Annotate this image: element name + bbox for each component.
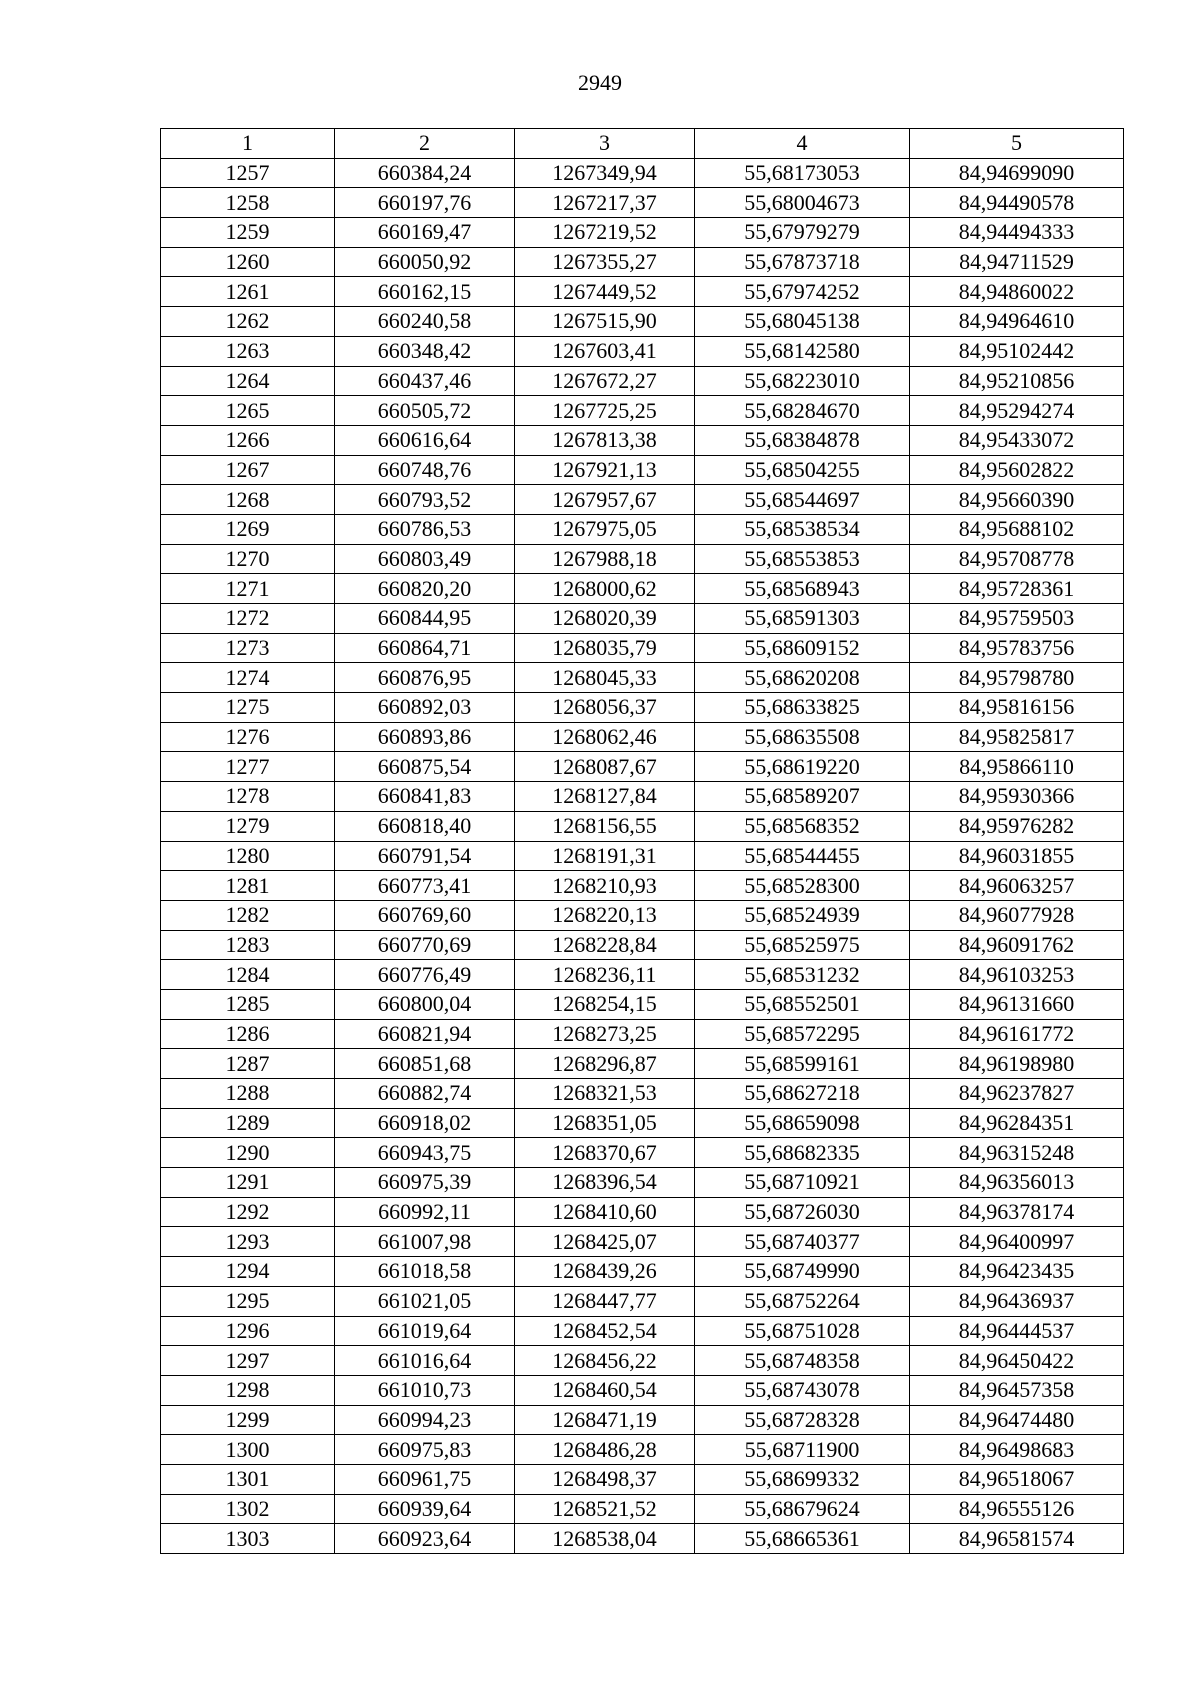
column-header-2: 2 <box>335 129 515 159</box>
table-row <box>161 1168 1124 1198</box>
table-row <box>161 633 1124 663</box>
table-cell-col-2: 660169,47 <box>335 218 515 248</box>
table-row <box>161 158 1124 188</box>
table-cell-col-2: 660923,64 <box>335 1524 515 1554</box>
table-row <box>161 900 1124 930</box>
table-cell-col-1: 1261 <box>161 277 335 307</box>
table-cell-col-5: 84,94699090 <box>910 158 1124 188</box>
table-cell-col-4: 55,68748358 <box>695 1346 910 1376</box>
table-cell-col-1: 1300 <box>161 1435 335 1465</box>
table-cell-col-2: 660876,95 <box>335 663 515 693</box>
table-header <box>161 129 1124 159</box>
table-cell-col-5: 84,96457358 <box>910 1375 1124 1405</box>
table-cell-col-3: 1268273,25 <box>515 1019 695 1049</box>
table-cell-col-3: 1267449,52 <box>515 277 695 307</box>
table-row <box>161 1257 1124 1287</box>
table-cell-col-5: 84,96555126 <box>910 1494 1124 1524</box>
table-row <box>161 1464 1124 1494</box>
table-cell-col-1: 1299 <box>161 1405 335 1435</box>
table-cell-col-3: 1267219,52 <box>515 218 695 248</box>
table-cell-col-5: 84,96161772 <box>910 1019 1124 1049</box>
table-cell-col-3: 1268035,79 <box>515 633 695 663</box>
table-cell-col-2: 661016,64 <box>335 1346 515 1376</box>
table-cell-col-5: 84,96237827 <box>910 1079 1124 1109</box>
table-cell-col-2: 660975,83 <box>335 1435 515 1465</box>
table-cell-col-3: 1267725,25 <box>515 396 695 426</box>
table-cell-col-2: 660882,74 <box>335 1079 515 1109</box>
table-cell-col-5: 84,94490578 <box>910 188 1124 218</box>
table-cell-col-3: 1268236,11 <box>515 960 695 990</box>
table-cell-col-3: 1268045,33 <box>515 663 695 693</box>
table-cell-col-1: 1262 <box>161 307 335 337</box>
table-cell-col-2: 660939,64 <box>335 1494 515 1524</box>
table-cell-col-4: 55,68609152 <box>695 633 910 663</box>
table-row <box>161 1197 1124 1227</box>
table-cell-col-4: 55,68743078 <box>695 1375 910 1405</box>
table-cell-col-4: 55,68531232 <box>695 960 910 990</box>
table-cell-col-3: 1268321,53 <box>515 1079 695 1109</box>
table-cell-col-3: 1267217,37 <box>515 188 695 218</box>
table-cell-col-2: 660975,39 <box>335 1168 515 1198</box>
table-cell-col-4: 55,68538534 <box>695 514 910 544</box>
table-cell-col-4: 55,68633825 <box>695 693 910 723</box>
table-cell-col-2: 661018,58 <box>335 1257 515 1287</box>
table-cell-col-1: 1281 <box>161 871 335 901</box>
table-cell-col-5: 84,95759503 <box>910 604 1124 634</box>
table-cell-col-4: 55,68544697 <box>695 485 910 515</box>
table-cell-col-1: 1260 <box>161 247 335 277</box>
table-row <box>161 1524 1124 1554</box>
table-row <box>161 1286 1124 1316</box>
table-cell-col-2: 660786,53 <box>335 514 515 544</box>
table-row <box>161 544 1124 574</box>
table-cell-col-1: 1259 <box>161 218 335 248</box>
table-cell-col-5: 84,96444537 <box>910 1316 1124 1346</box>
table-cell-col-5: 84,96423435 <box>910 1257 1124 1287</box>
table-cell-col-3: 1268538,04 <box>515 1524 695 1554</box>
table-cell-col-5: 84,95728361 <box>910 574 1124 604</box>
table-cell-col-1: 1297 <box>161 1346 335 1376</box>
table-cell-col-2: 660961,75 <box>335 1464 515 1494</box>
table-cell-col-3: 1268000,62 <box>515 574 695 604</box>
table-cell-col-1: 1272 <box>161 604 335 634</box>
table-cell-col-3: 1268062,46 <box>515 722 695 752</box>
table-row <box>161 485 1124 515</box>
table-cell-col-5: 84,96356013 <box>910 1168 1124 1198</box>
table-cell-col-3: 1268370,67 <box>515 1138 695 1168</box>
table-cell-col-2: 660197,76 <box>335 188 515 218</box>
table-cell-col-4: 55,68572295 <box>695 1019 910 1049</box>
table-cell-col-5: 84,96378174 <box>910 1197 1124 1227</box>
page-number: 2949 <box>578 70 622 95</box>
table-cell-col-4: 55,67873718 <box>695 247 910 277</box>
table-cell-col-1: 1276 <box>161 722 335 752</box>
table-cell-col-5: 84,95798780 <box>910 663 1124 693</box>
table-cell-col-2: 660769,60 <box>335 900 515 930</box>
table-cell-col-3: 1268471,19 <box>515 1405 695 1435</box>
table-row <box>161 722 1124 752</box>
table-cell-col-5: 84,96436937 <box>910 1286 1124 1316</box>
table-cell-col-4: 55,68568352 <box>695 811 910 841</box>
table-cell-col-4: 55,68751028 <box>695 1316 910 1346</box>
table-row <box>161 930 1124 960</box>
table-body <box>161 158 1124 1553</box>
table-cell-col-1: 1258 <box>161 188 335 218</box>
table-row <box>161 1049 1124 1079</box>
table-cell-col-3: 1267672,27 <box>515 366 695 396</box>
table-cell-col-4: 55,68504255 <box>695 455 910 485</box>
table-row <box>161 1316 1124 1346</box>
table-row <box>161 336 1124 366</box>
table-cell-col-1: 1293 <box>161 1227 335 1257</box>
table-cell-col-1: 1284 <box>161 960 335 990</box>
table-row <box>161 1227 1124 1257</box>
table-cell-col-2: 660384,24 <box>335 158 515 188</box>
table-cell-col-5: 84,96400997 <box>910 1227 1124 1257</box>
table-cell-col-1: 1286 <box>161 1019 335 1049</box>
table-row <box>161 811 1124 841</box>
table-cell-col-4: 55,68679624 <box>695 1494 910 1524</box>
table-cell-col-5: 84,94494333 <box>910 218 1124 248</box>
table-cell-col-5: 84,96077928 <box>910 900 1124 930</box>
table-row <box>161 366 1124 396</box>
table-cell-col-1: 1273 <box>161 633 335 663</box>
table-cell-col-3: 1267515,90 <box>515 307 695 337</box>
column-header-4: 4 <box>695 129 910 159</box>
table-cell-col-1: 1292 <box>161 1197 335 1227</box>
table-cell-col-1: 1287 <box>161 1049 335 1079</box>
table-cell-col-2: 660050,92 <box>335 247 515 277</box>
table-cell-col-1: 1265 <box>161 396 335 426</box>
table-cell-col-2: 660240,58 <box>335 307 515 337</box>
table-row <box>161 455 1124 485</box>
table-cell-col-1: 1269 <box>161 514 335 544</box>
table-row <box>161 1138 1124 1168</box>
table-cell-col-3: 1268220,13 <box>515 900 695 930</box>
table-cell-col-5: 84,95708778 <box>910 544 1124 574</box>
table-row <box>161 1405 1124 1435</box>
table-cell-col-4: 55,68525975 <box>695 930 910 960</box>
table-cell-col-1: 1279 <box>161 811 335 841</box>
table-cell-col-3: 1267813,38 <box>515 425 695 455</box>
table-cell-col-1: 1302 <box>161 1494 335 1524</box>
table-row <box>161 247 1124 277</box>
table-cell-col-2: 660818,40 <box>335 811 515 841</box>
table-cell-col-4: 55,68384878 <box>695 425 910 455</box>
table-cell-col-5: 84,96063257 <box>910 871 1124 901</box>
table-cell-col-3: 1268460,54 <box>515 1375 695 1405</box>
table-cell-col-1: 1282 <box>161 900 335 930</box>
table-cell-col-3: 1268127,84 <box>515 782 695 812</box>
table-cell-col-1: 1280 <box>161 841 335 871</box>
table-cell-col-4: 55,68752264 <box>695 1286 910 1316</box>
table-row <box>161 960 1124 990</box>
column-header-5: 5 <box>910 129 1124 159</box>
table-cell-col-5: 84,94711529 <box>910 247 1124 277</box>
table-cell-col-2: 660348,42 <box>335 336 515 366</box>
table-cell-col-5: 84,95210856 <box>910 366 1124 396</box>
table-row <box>161 425 1124 455</box>
table-cell-col-4: 55,68004673 <box>695 188 910 218</box>
table-cell-col-4: 55,68728328 <box>695 1405 910 1435</box>
table-cell-col-5: 84,96131660 <box>910 989 1124 1019</box>
table-cell-col-3: 1268210,93 <box>515 871 695 901</box>
table-cell-col-3: 1268254,15 <box>515 989 695 1019</box>
table-cell-col-1: 1285 <box>161 989 335 1019</box>
table-cell-col-2: 660918,02 <box>335 1108 515 1138</box>
table-cell-col-2: 660851,68 <box>335 1049 515 1079</box>
table-cell-col-4: 55,68552501 <box>695 989 910 1019</box>
table-cell-col-3: 1267957,67 <box>515 485 695 515</box>
table-cell-col-4: 55,67974252 <box>695 277 910 307</box>
table-cell-col-3: 1268156,55 <box>515 811 695 841</box>
table-cell-col-1: 1289 <box>161 1108 335 1138</box>
table-cell-col-4: 55,68665361 <box>695 1524 910 1554</box>
table-cell-col-3: 1268456,22 <box>515 1346 695 1376</box>
table-cell-col-2: 661010,73 <box>335 1375 515 1405</box>
table-cell-col-4: 55,68528300 <box>695 871 910 901</box>
table-cell-col-3: 1268447,77 <box>515 1286 695 1316</box>
table-cell-col-4: 55,68599161 <box>695 1049 910 1079</box>
table-cell-col-4: 55,68710921 <box>695 1168 910 1198</box>
table-cell-col-4: 55,68589207 <box>695 782 910 812</box>
table-cell-col-3: 1268020,39 <box>515 604 695 634</box>
header-row <box>161 129 1124 159</box>
table-cell-col-5: 84,95660390 <box>910 485 1124 515</box>
table-row <box>161 188 1124 218</box>
table-row <box>161 989 1124 1019</box>
table-row <box>161 782 1124 812</box>
table-cell-col-1: 1290 <box>161 1138 335 1168</box>
table-cell-col-5: 84,95783756 <box>910 633 1124 663</box>
table-cell-col-4: 55,67979279 <box>695 218 910 248</box>
table-cell-col-2: 660505,72 <box>335 396 515 426</box>
table-cell-col-1: 1263 <box>161 336 335 366</box>
table-cell-col-4: 55,68682335 <box>695 1138 910 1168</box>
table-cell-col-2: 660800,04 <box>335 989 515 1019</box>
table-cell-col-3: 1268396,54 <box>515 1168 695 1198</box>
table-row <box>161 604 1124 634</box>
table-row <box>161 1494 1124 1524</box>
table-cell-col-2: 660994,23 <box>335 1405 515 1435</box>
table-cell-col-2: 660943,75 <box>335 1138 515 1168</box>
table-cell-col-4: 55,68142580 <box>695 336 910 366</box>
table-cell-col-2: 660793,52 <box>335 485 515 515</box>
table-cell-col-1: 1288 <box>161 1079 335 1109</box>
table-cell-col-5: 84,94964610 <box>910 307 1124 337</box>
table-cell-col-2: 660844,95 <box>335 604 515 634</box>
table-cell-col-3: 1268452,54 <box>515 1316 695 1346</box>
table-cell-col-2: 660892,03 <box>335 693 515 723</box>
table-cell-col-1: 1267 <box>161 455 335 485</box>
table-row <box>161 218 1124 248</box>
table-row <box>161 307 1124 337</box>
table-cell-col-5: 84,95930366 <box>910 782 1124 812</box>
table-cell-col-2: 661007,98 <box>335 1227 515 1257</box>
table-row <box>161 1346 1124 1376</box>
table-cell-col-1: 1278 <box>161 782 335 812</box>
table-cell-col-4: 55,68524939 <box>695 900 910 930</box>
table-cell-col-1: 1271 <box>161 574 335 604</box>
table-cell-col-1: 1264 <box>161 366 335 396</box>
table-cell-col-1: 1291 <box>161 1168 335 1198</box>
table-cell-col-3: 1268521,52 <box>515 1494 695 1524</box>
table-cell-col-2: 660791,54 <box>335 841 515 871</box>
table-cell-col-3: 1267988,18 <box>515 544 695 574</box>
table-cell-col-1: 1277 <box>161 752 335 782</box>
table-cell-col-3: 1267349,94 <box>515 158 695 188</box>
table-cell-col-4: 55,68749990 <box>695 1257 910 1287</box>
column-header-3: 3 <box>515 129 695 159</box>
table-cell-col-5: 84,96031855 <box>910 841 1124 871</box>
table-cell-col-3: 1267355,27 <box>515 247 695 277</box>
table-row <box>161 693 1124 723</box>
table-cell-col-4: 55,68627218 <box>695 1079 910 1109</box>
table-cell-col-2: 660992,11 <box>335 1197 515 1227</box>
table-cell-col-5: 84,96315248 <box>910 1138 1124 1168</box>
table-cell-col-4: 55,68284670 <box>695 396 910 426</box>
coordinates-table <box>160 128 1124 1554</box>
table-row <box>161 277 1124 307</box>
table-cell-col-3: 1268087,67 <box>515 752 695 782</box>
table-row <box>161 1108 1124 1138</box>
table-row <box>161 1019 1124 1049</box>
table-cell-col-5: 84,96498683 <box>910 1435 1124 1465</box>
table-cell-col-5: 84,96284351 <box>910 1108 1124 1138</box>
table-cell-col-1: 1298 <box>161 1375 335 1405</box>
table-cell-col-3: 1268439,26 <box>515 1257 695 1287</box>
table-cell-col-5: 84,94860022 <box>910 277 1124 307</box>
table-cell-col-1: 1295 <box>161 1286 335 1316</box>
table-cell-col-4: 55,68591303 <box>695 604 910 634</box>
table-cell-col-3: 1268296,87 <box>515 1049 695 1079</box>
table-row <box>161 841 1124 871</box>
table-cell-col-1: 1296 <box>161 1316 335 1346</box>
table-cell-col-5: 84,96198980 <box>910 1049 1124 1079</box>
table-cell-col-3: 1268498,37 <box>515 1464 695 1494</box>
table-cell-col-1: 1266 <box>161 425 335 455</box>
table-cell-col-2: 660821,94 <box>335 1019 515 1049</box>
table-cell-col-2: 660162,15 <box>335 277 515 307</box>
table-cell-col-3: 1268228,84 <box>515 930 695 960</box>
table-cell-col-4: 55,68553853 <box>695 544 910 574</box>
table-cell-col-4: 55,68740377 <box>695 1227 910 1257</box>
table-cell-col-2: 660803,49 <box>335 544 515 574</box>
table-cell-col-2: 660875,54 <box>335 752 515 782</box>
table-cell-col-2: 660864,71 <box>335 633 515 663</box>
table-cell-col-4: 55,68711900 <box>695 1435 910 1465</box>
table-cell-col-3: 1268425,07 <box>515 1227 695 1257</box>
table-cell-col-5: 84,95102442 <box>910 336 1124 366</box>
table-cell-col-1: 1294 <box>161 1257 335 1287</box>
table-cell-col-4: 55,68223010 <box>695 366 910 396</box>
table-cell-col-5: 84,96450422 <box>910 1346 1124 1376</box>
table-row <box>161 574 1124 604</box>
table-cell-col-5: 84,95866110 <box>910 752 1124 782</box>
table-cell-col-1: 1275 <box>161 693 335 723</box>
table-cell-col-3: 1268351,05 <box>515 1108 695 1138</box>
table-cell-col-2: 660820,20 <box>335 574 515 604</box>
table-cell-col-5: 84,95816156 <box>910 693 1124 723</box>
table-cell-col-4: 55,68635508 <box>695 722 910 752</box>
column-header-1: 1 <box>161 129 335 159</box>
table-cell-col-3: 1268191,31 <box>515 841 695 871</box>
table-cell-col-1: 1257 <box>161 158 335 188</box>
table-cell-col-4: 55,68726030 <box>695 1197 910 1227</box>
table-cell-col-5: 84,95976282 <box>910 811 1124 841</box>
table-cell-col-2: 660770,69 <box>335 930 515 960</box>
table-cell-col-1: 1268 <box>161 485 335 515</box>
table-row <box>161 752 1124 782</box>
table-row <box>161 396 1124 426</box>
table-cell-col-5: 84,95433072 <box>910 425 1124 455</box>
table-cell-col-2: 660748,76 <box>335 455 515 485</box>
table-cell-col-5: 84,95294274 <box>910 396 1124 426</box>
table-cell-col-5: 84,96103253 <box>910 960 1124 990</box>
table-cell-col-5: 84,96474480 <box>910 1405 1124 1435</box>
table-cell-col-2: 660437,46 <box>335 366 515 396</box>
table-cell-col-4: 55,68659098 <box>695 1108 910 1138</box>
table-cell-col-2: 661019,64 <box>335 1316 515 1346</box>
table-cell-col-4: 55,68619220 <box>695 752 910 782</box>
table-cell-col-5: 84,96518067 <box>910 1464 1124 1494</box>
table-cell-col-3: 1267975,05 <box>515 514 695 544</box>
table-cell-col-2: 660616,64 <box>335 425 515 455</box>
table-cell-col-1: 1270 <box>161 544 335 574</box>
table-row <box>161 871 1124 901</box>
table-cell-col-5: 84,95825817 <box>910 722 1124 752</box>
table-row <box>161 1435 1124 1465</box>
table-row <box>161 663 1124 693</box>
table-cell-col-4: 55,68173053 <box>695 158 910 188</box>
table-cell-col-4: 55,68544455 <box>695 841 910 871</box>
table-cell-col-3: 1268486,28 <box>515 1435 695 1465</box>
table-cell-col-5: 84,95602822 <box>910 455 1124 485</box>
table-cell-col-3: 1268056,37 <box>515 693 695 723</box>
table-cell-col-3: 1267603,41 <box>515 336 695 366</box>
table-cell-col-5: 84,96581574 <box>910 1524 1124 1554</box>
table-cell-col-4: 55,68045138 <box>695 307 910 337</box>
table-cell-col-1: 1301 <box>161 1464 335 1494</box>
table-cell-col-4: 55,68620208 <box>695 663 910 693</box>
table-cell-col-3: 1267921,13 <box>515 455 695 485</box>
table-cell-col-1: 1303 <box>161 1524 335 1554</box>
table-cell-col-5: 84,96091762 <box>910 930 1124 960</box>
table-cell-col-1: 1274 <box>161 663 335 693</box>
table-cell-col-2: 661021,05 <box>335 1286 515 1316</box>
table-row <box>161 1375 1124 1405</box>
table-row <box>161 1079 1124 1109</box>
table-cell-col-2: 660841,83 <box>335 782 515 812</box>
table-cell-col-2: 660773,41 <box>335 871 515 901</box>
table-cell-col-5: 84,95688102 <box>910 514 1124 544</box>
table-cell-col-3: 1268410,60 <box>515 1197 695 1227</box>
table-cell-col-2: 660776,49 <box>335 960 515 990</box>
table-row <box>161 514 1124 544</box>
table-cell-col-4: 55,68699332 <box>695 1464 910 1494</box>
table-cell-col-2: 660893,86 <box>335 722 515 752</box>
table-cell-col-1: 1283 <box>161 930 335 960</box>
table-cell-col-4: 55,68568943 <box>695 574 910 604</box>
